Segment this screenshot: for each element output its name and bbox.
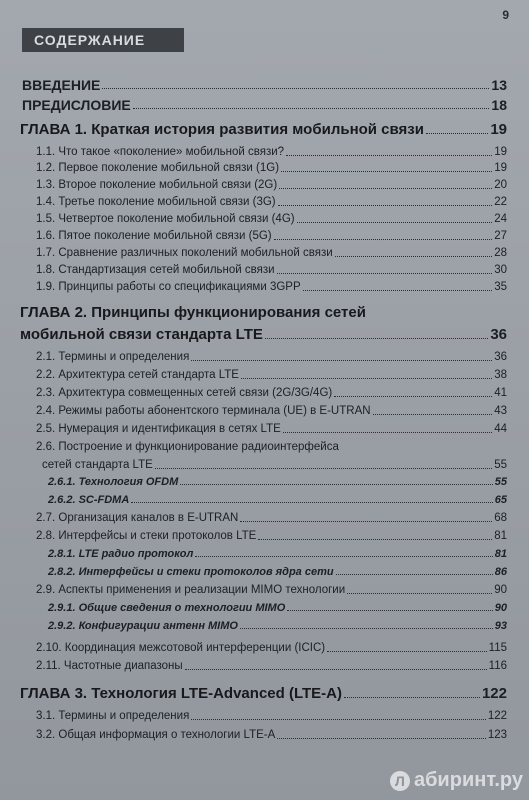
toc-leader-dots bbox=[241, 378, 492, 379]
toc-entry bbox=[42, 460, 507, 472]
toc-entry-page: 55 bbox=[494, 459, 507, 471]
toc-entry-title: мобильной связи стандарта LTE bbox=[20, 326, 263, 343]
toc-leader-dots bbox=[297, 222, 493, 223]
toc-leader-dots bbox=[347, 593, 492, 594]
toc-entry bbox=[36, 248, 507, 260]
toc-entry-title: 1.1. Что такое «поколение» мобильной связи? bbox=[36, 146, 285, 158]
toc-entry-title: 1.3. Второе поколение мобильной связи (2G) bbox=[36, 179, 278, 191]
toc-leader-dots bbox=[240, 628, 493, 629]
toc-entry-page: 55 bbox=[494, 476, 507, 488]
toc-entry-page: 122 bbox=[481, 685, 507, 702]
toc-entry-title: 2.2. Архитектура сетей стандарта LTE bbox=[36, 369, 239, 381]
toc-entry-page: 24 bbox=[494, 213, 507, 225]
toc-entry-page: 19 bbox=[494, 162, 507, 174]
toc-entry bbox=[22, 98, 507, 112]
toc-entry bbox=[36, 585, 507, 597]
toc-leader-dots bbox=[185, 669, 487, 670]
toc-entry-title: 2.9.1. Общие сведения о технологии MIMO bbox=[48, 602, 286, 614]
toc-entry-page: 115 bbox=[488, 642, 507, 654]
toc-entry-page: 44 bbox=[494, 423, 507, 435]
toc-entry-page: 90 bbox=[494, 584, 507, 596]
toc-entry-title: 1.2. Первое поколение мобильной связи (1G) bbox=[36, 162, 280, 174]
toc-entry-page: 19 bbox=[494, 146, 507, 158]
watermark-text: абиринт.ру bbox=[413, 769, 523, 791]
toc-leader-dots bbox=[344, 697, 480, 698]
toc-entry-page: 90 bbox=[494, 602, 507, 614]
toc-entry bbox=[36, 513, 507, 525]
toc-entry-page: 28 bbox=[494, 247, 507, 259]
toc-entry bbox=[36, 406, 507, 418]
toc-leader-dots bbox=[286, 155, 492, 156]
toc-leader-dots bbox=[131, 502, 492, 503]
toc-entry-title: 2.4. Режимы работы абонентского терминала (UE) в E-UTRAN bbox=[36, 405, 371, 417]
toc-entry-page: 81 bbox=[494, 548, 507, 560]
toc-entry bbox=[20, 686, 507, 701]
toc-entry-title: 2.11. Частотные диапазоны bbox=[36, 660, 183, 672]
toc-entry bbox=[36, 424, 507, 436]
toc-entry bbox=[48, 549, 507, 560]
toc-entry-title: 1.7. Сравнение различных поколений мобильной связи bbox=[36, 247, 333, 259]
toc-entry bbox=[36, 442, 507, 454]
toc-entry-title: 1.6. Пятое поколение мобильной связи (5G) bbox=[36, 230, 272, 242]
toc-entry-title: 1.5. Четвертое поколение мобильной связи (4G) bbox=[36, 213, 295, 225]
toc-entry bbox=[36, 388, 507, 400]
toc-entry-page: 36 bbox=[494, 351, 507, 363]
toc-entry-title: 3.1. Термины и определения bbox=[36, 710, 190, 722]
toc-leader-dots bbox=[265, 338, 488, 339]
toc-entry-title: ГЛАВА 2. Принципы функционирования сетей bbox=[20, 304, 366, 321]
toc-leader-dots bbox=[191, 360, 492, 361]
toc-entry-page: 86 bbox=[494, 566, 507, 578]
toc-entry-title: 1.4. Третье поколение мобильной связи (3G) bbox=[36, 196, 276, 208]
labirint-logo-icon: Л bbox=[390, 771, 410, 791]
toc-entry bbox=[36, 711, 507, 723]
toc-leader-dots bbox=[283, 432, 492, 433]
toc-entry bbox=[48, 495, 507, 506]
toc-entry-page: 116 bbox=[488, 660, 507, 672]
toc-entry bbox=[36, 214, 507, 226]
toc-entry bbox=[36, 730, 507, 742]
toc-entry-title: 2.9. Аспекты применения и реализации MIMO технологии bbox=[36, 584, 346, 596]
toc-entry-title: 1.8. Стандартизация сетей мобильной связи bbox=[36, 264, 275, 276]
toc-entry-title: 2.3. Архитектура совмещенных сетей связи (2G/3G/4G) bbox=[36, 387, 333, 399]
toc-entry-title: 2.6.2. SC-FDMA bbox=[48, 494, 130, 506]
toc-entry bbox=[36, 643, 507, 655]
toc-leader-dots bbox=[180, 484, 492, 485]
toc-entry bbox=[36, 531, 507, 543]
toc-entry-page: 43 bbox=[494, 405, 507, 417]
toc-entry bbox=[36, 352, 507, 364]
toc-leader-dots bbox=[426, 133, 488, 134]
toc-entry bbox=[36, 163, 507, 175]
toc-leader-dots bbox=[240, 521, 492, 522]
toc-entry-page: 38 bbox=[494, 369, 507, 381]
toc-leader-dots bbox=[335, 256, 493, 257]
toc-entry-title: 2.10. Координация межсотовой интерференции (ICIC) bbox=[36, 642, 326, 654]
toc-entry-page: 81 bbox=[494, 530, 507, 542]
toc-entry bbox=[22, 78, 507, 92]
toc-leader-dots bbox=[195, 556, 492, 557]
watermark bbox=[390, 769, 523, 792]
toc-leader-dots bbox=[278, 205, 493, 206]
toc-leader-dots bbox=[155, 468, 492, 469]
toc-leader-dots bbox=[287, 610, 492, 611]
toc-entry bbox=[36, 231, 507, 243]
toc-leader-dots bbox=[281, 171, 492, 172]
toc-entry-title: 2.9.2. Конфигурации антенн MIMO bbox=[48, 620, 238, 632]
toc-leader-dots bbox=[303, 290, 493, 291]
toc-entry bbox=[48, 477, 507, 488]
toc-entry bbox=[48, 621, 507, 632]
toc-entry bbox=[48, 603, 507, 614]
toc-entry-title: сетей стандарта LTE bbox=[42, 459, 153, 471]
toc-entry-page: 122 bbox=[487, 710, 507, 722]
toc-leader-dots bbox=[373, 414, 493, 415]
toc-leader-dots bbox=[277, 273, 493, 274]
toc-entry-title: 2.6. Построение и функционирование радиоинтерфейса bbox=[36, 441, 339, 453]
toc-leader-dots bbox=[258, 539, 492, 540]
toc-entry-title: ВВЕДЕНИЕ bbox=[22, 77, 101, 93]
toc-entry-page: 20 bbox=[494, 179, 507, 191]
toc-leader-dots bbox=[133, 108, 490, 109]
toc-leader-dots bbox=[102, 88, 489, 89]
toc-entry-page: 30 bbox=[494, 264, 507, 276]
toc-leader-dots bbox=[191, 719, 486, 720]
toc-entry-page: 18 bbox=[491, 97, 507, 113]
toc-entry-page: 36 bbox=[490, 326, 507, 343]
toc-entry-title: ПРЕДИСЛОВИЕ bbox=[22, 97, 131, 113]
toc-leader-dots bbox=[279, 188, 492, 189]
toc-entry-title: 3.2. Общая информация о технологии LTE-A bbox=[36, 729, 276, 741]
toc-entry-title: 2.8.1. LTE радио протокол bbox=[48, 548, 194, 560]
toc-leader-dots bbox=[334, 396, 492, 397]
toc-entry bbox=[36, 661, 507, 673]
toc-entry-page: 93 bbox=[494, 620, 507, 632]
toc-entry bbox=[20, 122, 507, 137]
toc-entry bbox=[36, 282, 507, 294]
toc-entry-title: 1.9. Принципы работы со спецификациями 3GPP bbox=[36, 281, 301, 293]
toc-leader-dots bbox=[274, 239, 493, 240]
toc-entry-page: 22 bbox=[494, 196, 507, 208]
toc-entry-page: 35 bbox=[494, 281, 507, 293]
toc-entry bbox=[48, 567, 507, 578]
toc-leader-dots bbox=[336, 574, 493, 575]
toc-entry-title: 2.5. Нумерация и идентификация в сетях LTE bbox=[36, 423, 281, 435]
toc-entry bbox=[36, 265, 507, 277]
toc-entry bbox=[36, 197, 507, 209]
toc-entry-page: 19 bbox=[490, 121, 507, 138]
toc-entry-title: 2.1. Термины и определения bbox=[36, 351, 190, 363]
toc-entry-page: 41 bbox=[494, 387, 507, 399]
toc-entry-page: 13 bbox=[491, 77, 507, 93]
toc-entry-page: 68 bbox=[494, 512, 507, 524]
toc-entry bbox=[20, 327, 507, 342]
toc-entry bbox=[20, 305, 507, 320]
toc-entry-title: ГЛАВА 1. Краткая история развития мобильной связи bbox=[20, 121, 424, 138]
toc-entry-title: 2.7. Организация каналов в E-UTRAN bbox=[36, 512, 239, 524]
toc-entry-page: 123 bbox=[487, 729, 507, 741]
toc-leader-dots bbox=[327, 651, 487, 652]
toc-entry-title: 2.8. Интерфейсы и стеки протоколов LTE bbox=[36, 530, 257, 542]
contents-header: СОДЕРЖАНИЕ bbox=[22, 28, 184, 52]
toc-entry-page: 65 bbox=[494, 494, 507, 506]
page-number: 9 bbox=[502, 8, 509, 22]
toc-entry-title: 2.8.2. Интерфейсы и стеки протоколов ядра сети bbox=[48, 566, 334, 578]
toc-leader-dots bbox=[277, 738, 486, 739]
toc-entry bbox=[36, 147, 507, 159]
toc-entry bbox=[36, 370, 507, 382]
toc-entry bbox=[36, 180, 507, 192]
toc-entry-page: 27 bbox=[494, 230, 507, 242]
toc-entry-title: ГЛАВА 3. Технология LTE-Advanced (LTE-A) bbox=[20, 685, 342, 702]
toc-entry-title: 2.6.1. Технология OFDM bbox=[48, 476, 179, 488]
